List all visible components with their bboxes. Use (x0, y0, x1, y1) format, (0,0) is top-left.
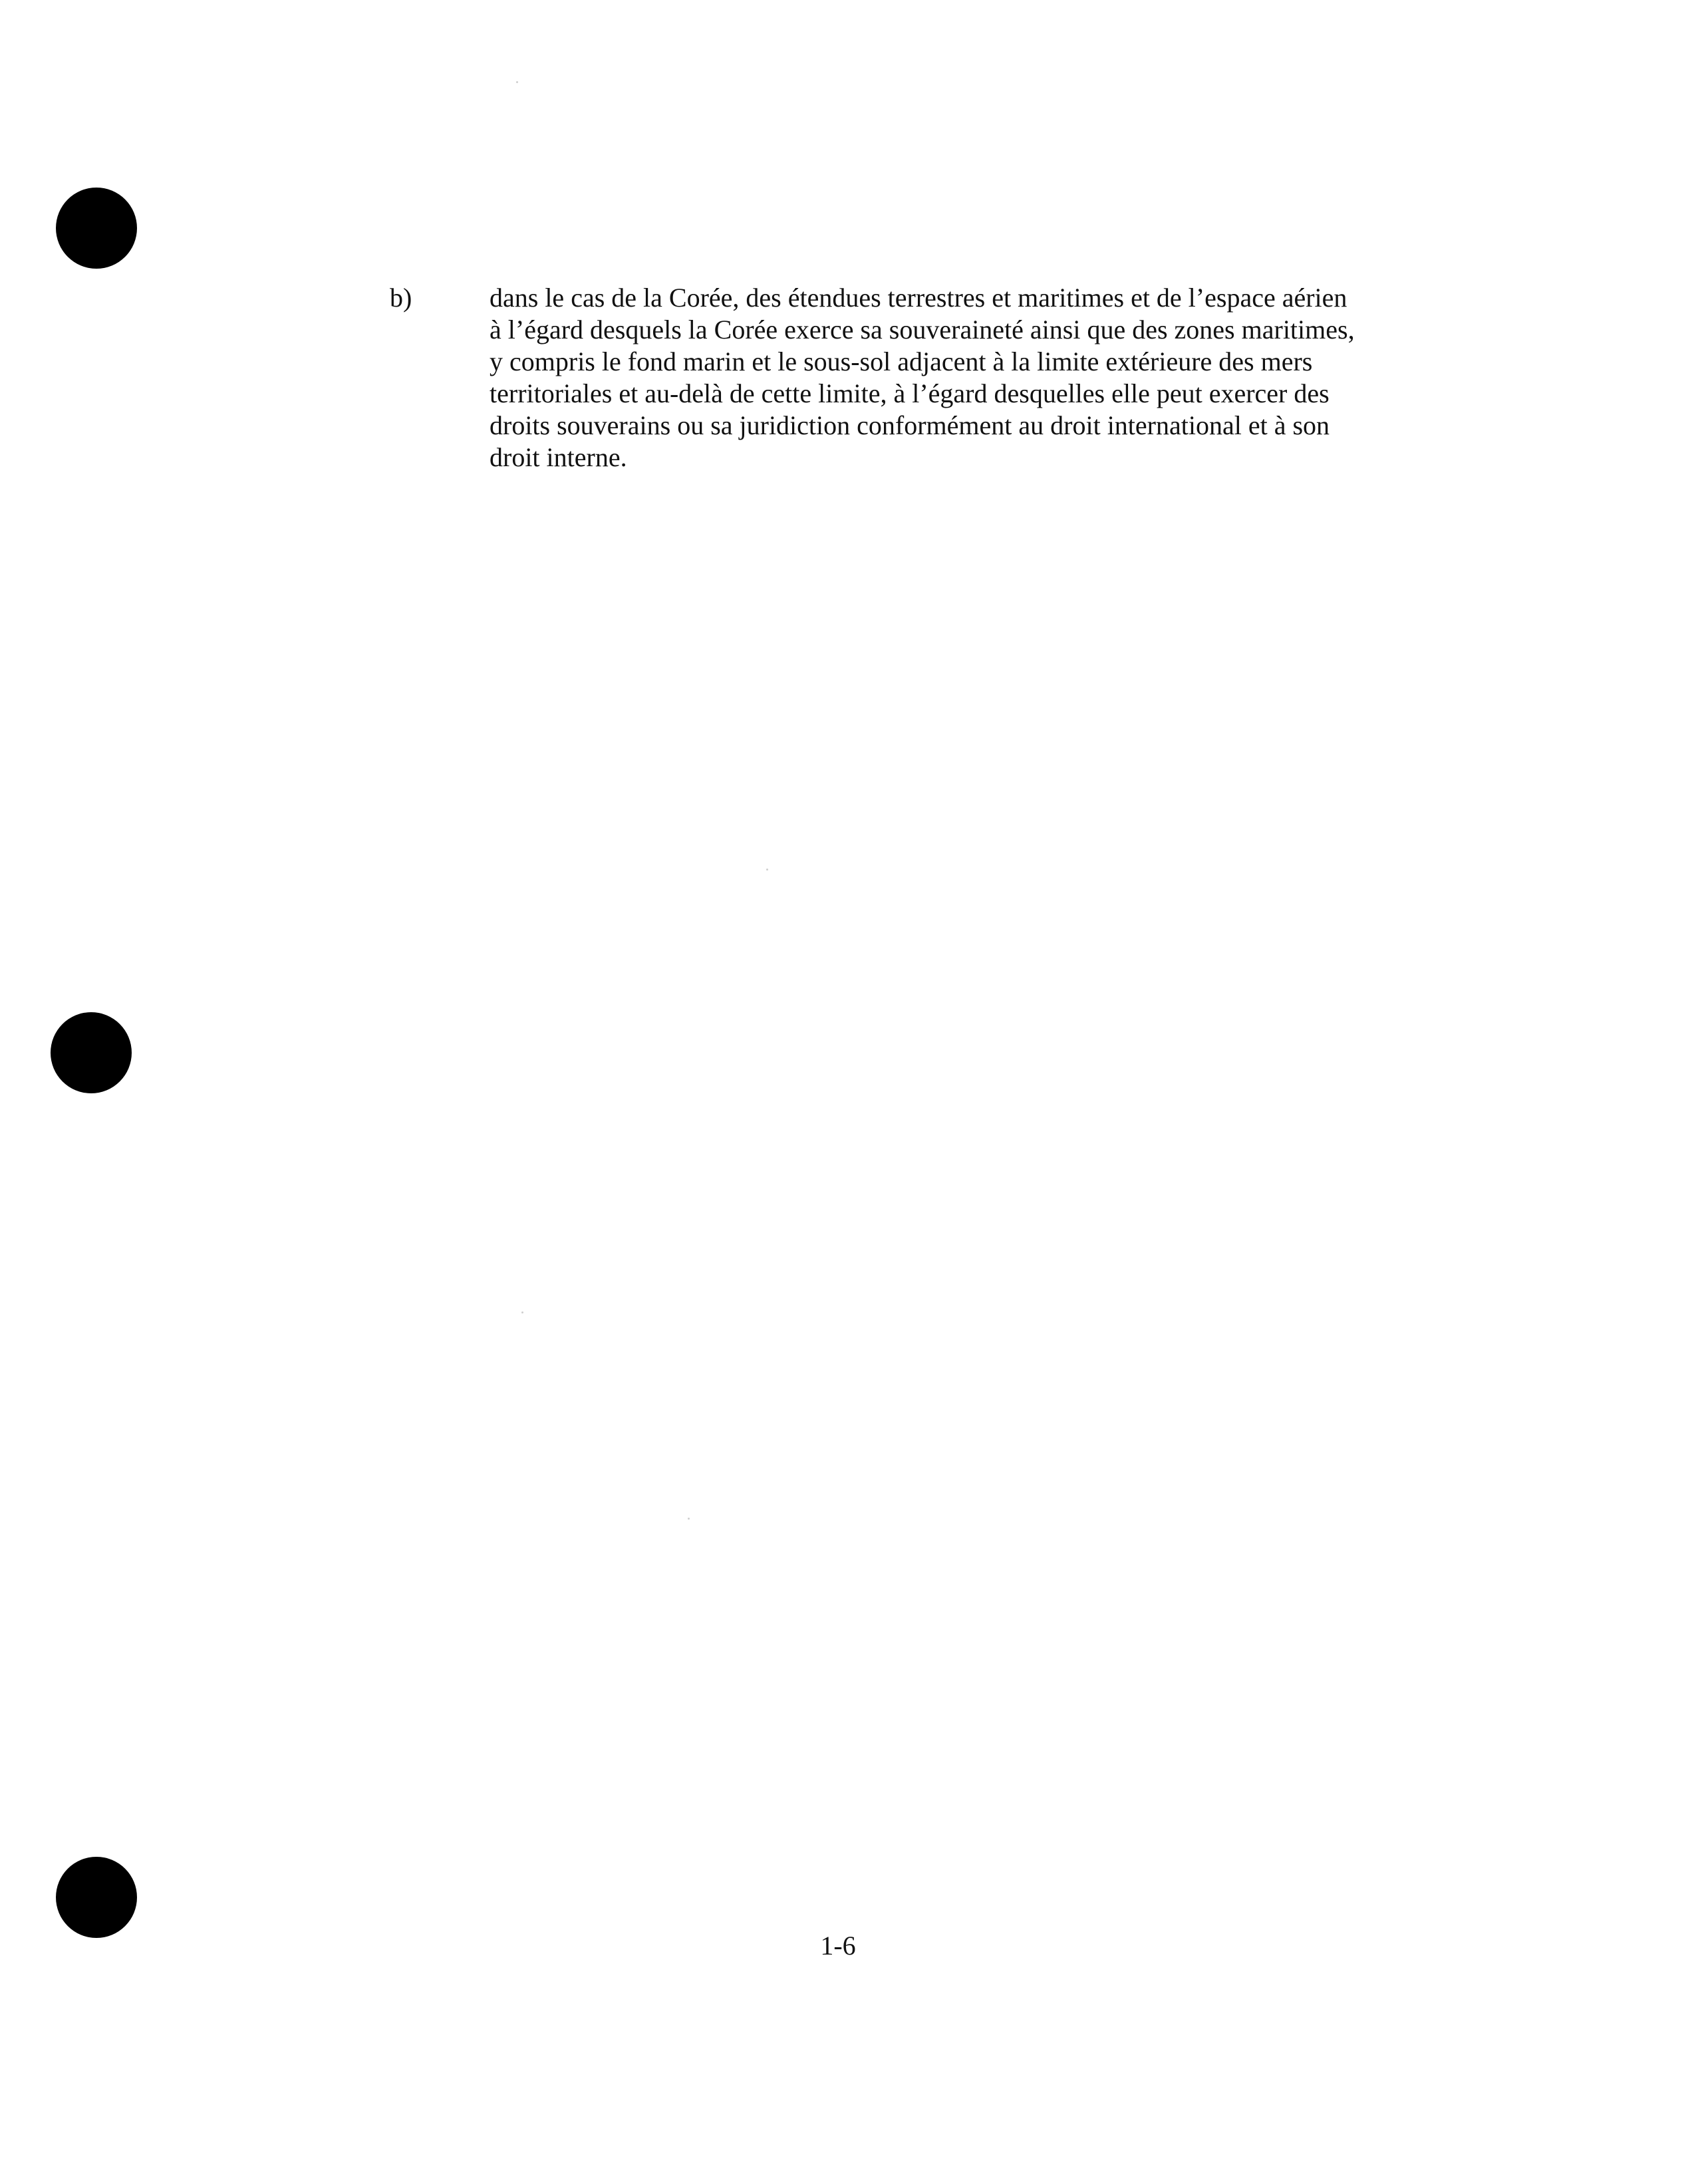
binder-punch-hole-top (56, 188, 137, 269)
clause-line: territoriales et au-delà de cette limite, à l’égard desquelles elle peut exercer des (490, 378, 1330, 408)
binder-punch-hole-bottom (56, 1857, 137, 1938)
clause-line: droits souverains ou sa juridiction conformément au droit international et à son (490, 410, 1330, 440)
clause-line: y compris le fond marin et le sous-sol adjacent à la limite extérieure des mers (490, 346, 1313, 376)
scan-speck (516, 81, 518, 83)
binder-punch-hole-middle (51, 1012, 132, 1093)
page-number: 1-6 (820, 1931, 856, 1961)
clause-line: dans le cas de la Corée, des étendues terrestres et maritimes et de l’espace aérien (490, 283, 1347, 313)
scan-speck (766, 869, 768, 871)
clause-line: à l’égard desquels la Corée exerce sa souveraineté ainsi que des zones maritimes, (490, 315, 1355, 344)
clause-label: b) (390, 283, 412, 313)
clause-line: droit interne. (490, 442, 627, 472)
scan-speck (688, 1518, 690, 1520)
scan-speck (521, 1311, 523, 1313)
clause-text (490, 282, 1474, 474)
